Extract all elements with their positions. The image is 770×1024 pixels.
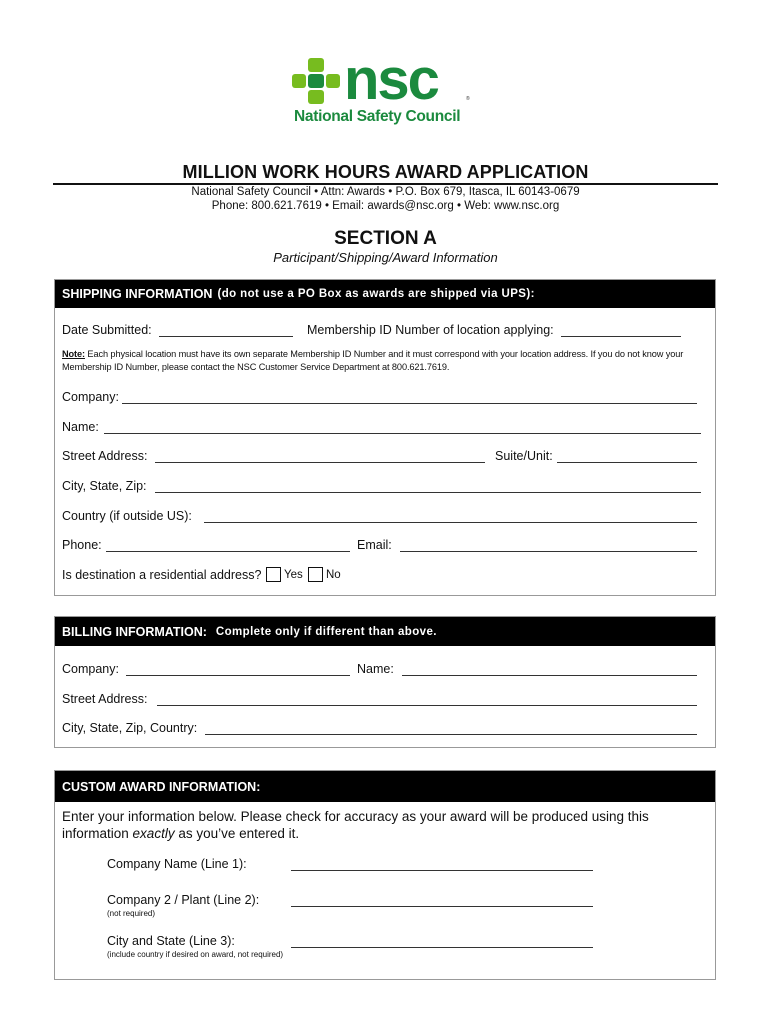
street-address-field[interactable]: [155, 462, 485, 463]
shipping-name-label: Name:: [62, 420, 99, 434]
page-title: MILLION WORK HOURS AWARD APPLICATION: [182, 162, 589, 182]
shipping-header-note: (do not use a PO Box as awards are shipped via UPS):: [217, 288, 535, 300]
membership-note: [62, 348, 712, 374]
intro-emphasis: exactly: [132, 826, 175, 841]
custom-award-header: [55, 771, 715, 802]
residential-no-label: No: [326, 569, 341, 581]
city-state-zip-field[interactable]: [155, 492, 701, 493]
billing-street-field[interactable]: [157, 705, 697, 706]
line3-note: (include country if desired on award, not required): [107, 950, 284, 959]
billing-name-field[interactable]: [402, 675, 697, 676]
billing-city-field[interactable]: [205, 734, 697, 735]
logo-wordmark: nsc: [344, 47, 438, 112]
shipping-name-field[interactable]: [104, 433, 701, 434]
shipping-section: [54, 279, 716, 596]
email-field[interactable]: [400, 551, 697, 552]
membership-id-label: Membership ID Number of location applying:: [307, 323, 554, 337]
shipping-company-field[interactable]: [122, 403, 697, 404]
country-label: Country (if outside US):: [62, 509, 192, 523]
nsc-logo: [292, 47, 482, 132]
suite-unit-label: Suite/Unit:: [495, 449, 553, 463]
custom-award-intro: [62, 808, 702, 842]
shipping-header-title: SHIPPING INFORMATION: [62, 287, 213, 301]
shipping-company-label: Company:: [62, 390, 119, 404]
line3-field[interactable]: [291, 947, 593, 948]
logo-trademark: ®: [466, 96, 470, 102]
contact-line-1: National Safety Council • Attn: Awards • P.O. Box 679, Itasca, IL 60143-0679: [191, 186, 580, 198]
logo-name: National Safety Council: [294, 108, 461, 125]
cross-icon: [292, 58, 340, 104]
billing-header: [55, 617, 715, 646]
line2-note: (not required): [107, 909, 156, 918]
residential-no-checkbox[interactable]: [308, 567, 323, 582]
billing-company-label: Company:: [62, 662, 119, 676]
email-label: Email:: [357, 538, 392, 552]
date-submitted-field[interactable]: [159, 336, 293, 337]
line2-field[interactable]: [291, 906, 593, 907]
billing-city-label: City, State, Zip, Country:: [62, 721, 198, 735]
billing-header-note: Complete only if different than above.: [215, 625, 437, 638]
residential-yes-label: Yes: [284, 569, 303, 581]
line1-label: Company Name (Line 1):: [107, 857, 247, 871]
contact-line-2: Phone: 800.621.7619 • Email: awards@nsc.org • Web: www.nsc.org: [211, 200, 560, 212]
note-text: Each physical location must have its own separate Membership ID Number and it must correspond with your location address. If you do not know your Membership ID Number, please contact the NSC Customer Service Department at 800.621.7619.: [62, 349, 684, 372]
billing-section: [54, 616, 716, 748]
intro-text-a: Enter your information below. Please check for accuracy as your award will be produced using this information: [62, 809, 649, 841]
membership-id-field[interactable]: [561, 336, 681, 337]
country-field[interactable]: [204, 522, 697, 523]
suite-unit-field[interactable]: [557, 462, 697, 463]
line3-label: City and State (Line 3):: [107, 934, 235, 948]
line2-label: Company 2 / Plant (Line 2):: [107, 893, 260, 907]
billing-company-field[interactable]: [126, 675, 350, 676]
street-address-label: Street Address:: [62, 449, 148, 463]
date-submitted-label: Date Submitted:: [62, 323, 152, 337]
section-title: SECTION A: [334, 228, 437, 249]
city-state-zip-label: City, State, Zip:: [62, 479, 147, 493]
billing-name-label: Name:: [357, 662, 394, 676]
residential-question: Is destination a residential address?: [62, 568, 262, 582]
custom-award-header-title: CUSTOM AWARD INFORMATION:: [62, 779, 261, 794]
section-subtitle: Participant/Shipping/Award Information: [273, 250, 498, 265]
shipping-header: [55, 280, 715, 308]
residential-yes-checkbox[interactable]: [266, 567, 281, 582]
billing-street-label: Street Address:: [62, 692, 148, 706]
phone-field[interactable]: [106, 551, 350, 552]
billing-header-title: BILLING INFORMATION:: [62, 624, 207, 639]
phone-label: Phone:: [62, 538, 102, 552]
note-label: Note:: [62, 349, 85, 359]
line1-field[interactable]: [291, 870, 593, 871]
intro-text-b: as you’ve entered it.: [174, 826, 300, 841]
custom-award-section: [54, 770, 716, 980]
